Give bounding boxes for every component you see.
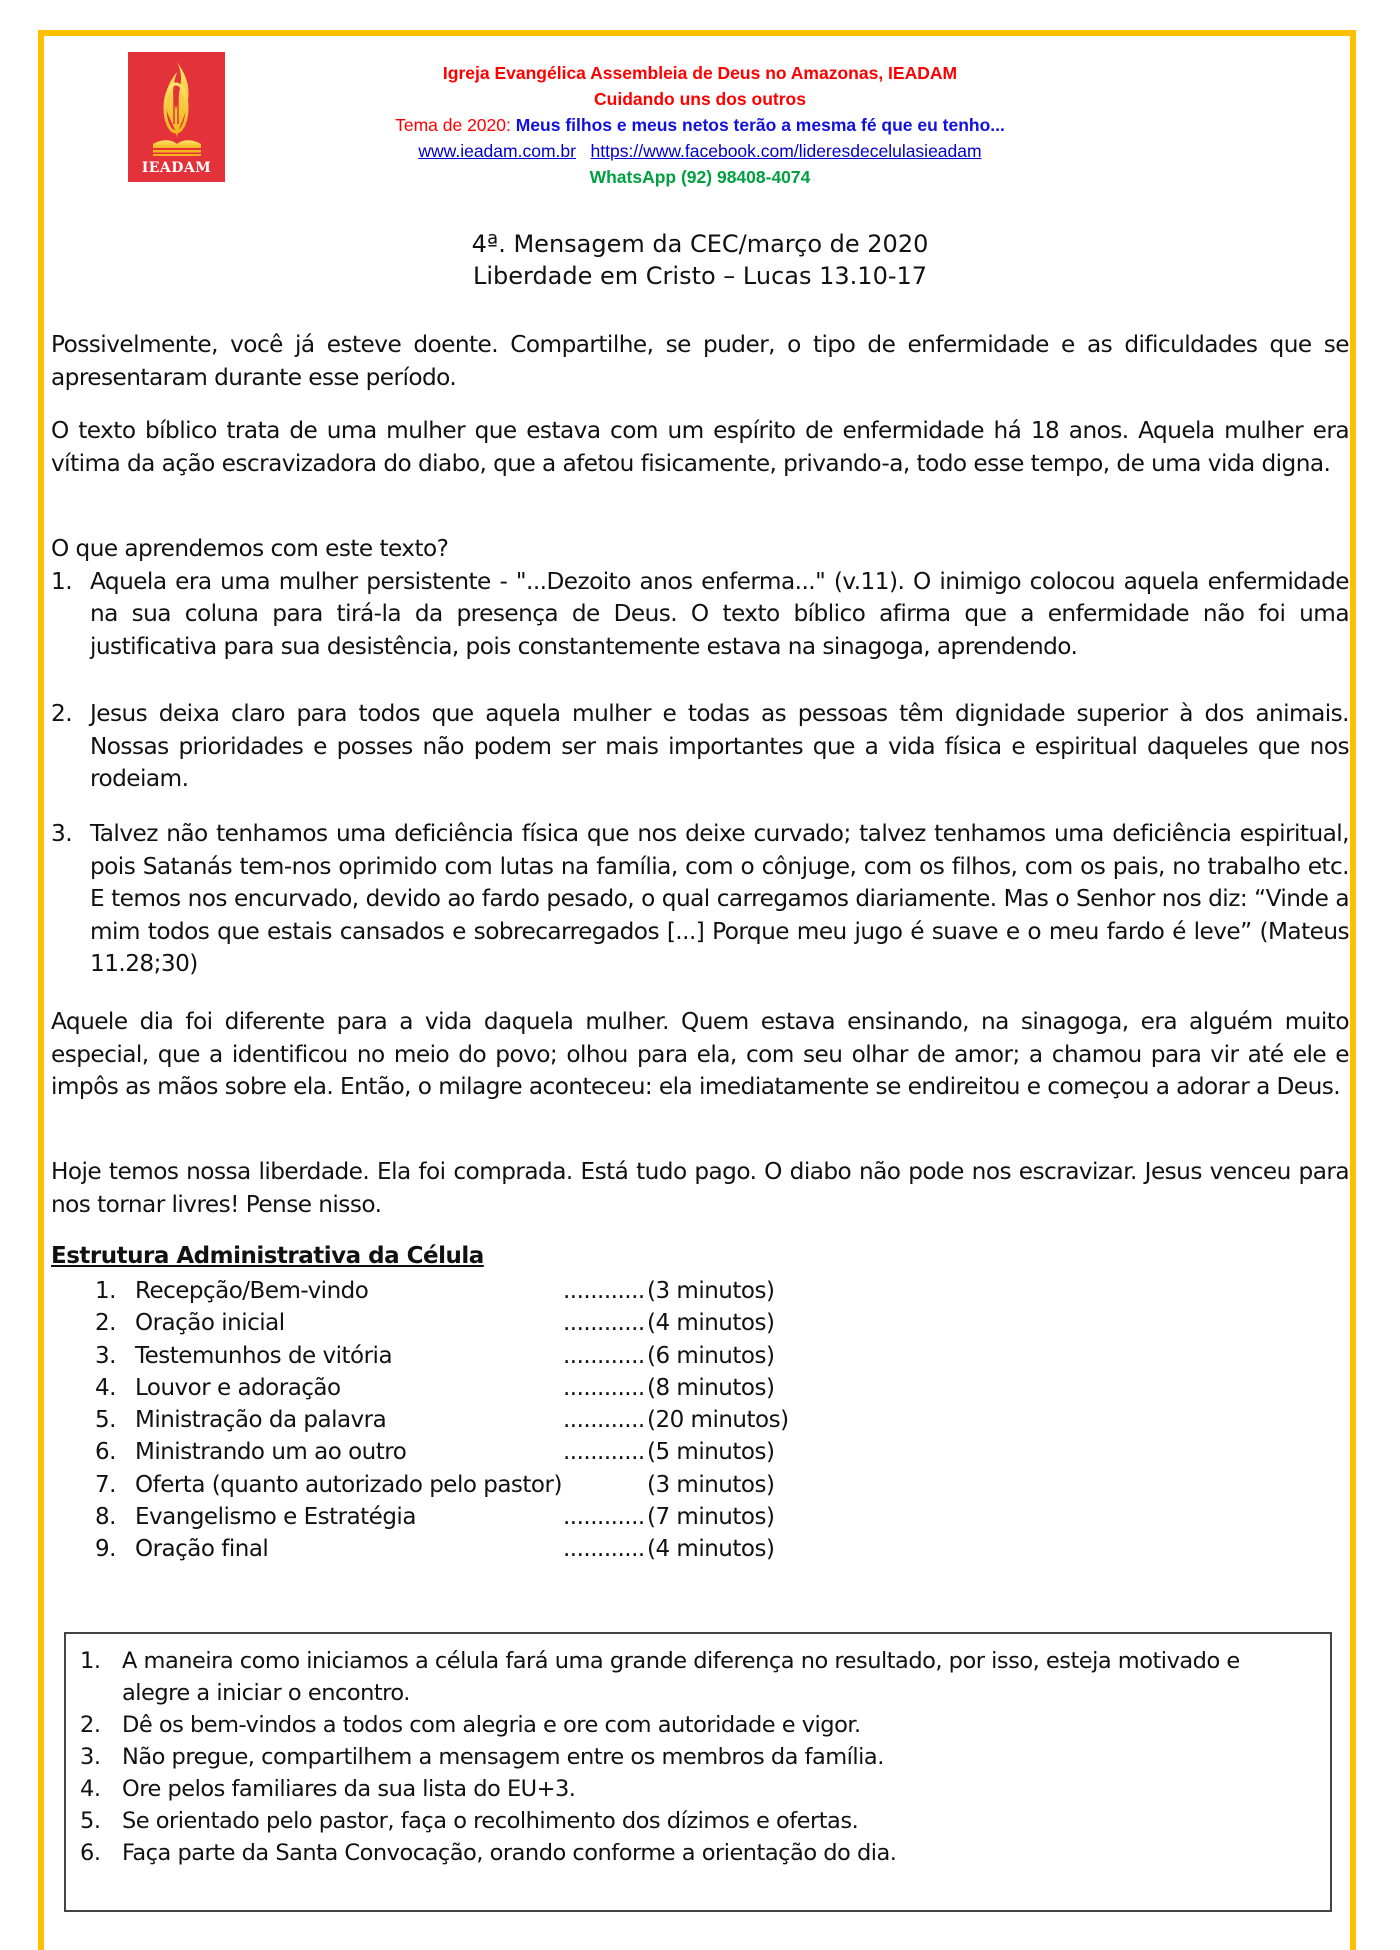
tip-text: Faça parte da Santa Convocação, orando conforme a orientação do dia.	[122, 1840, 897, 1866]
estrutura-item	[95, 1533, 855, 1565]
paragraph: Possivelmente, você já esteve doente. Compartilhe, se puder, o tipo de enfermidade e as dificuldades que se apresentaram durante esse período.	[51, 331, 1349, 391]
tip-number: 1.	[80, 1648, 101, 1674]
tip-item	[80, 1741, 1310, 1773]
lesson-2-block	[51, 698, 1349, 796]
item-dots: ............	[563, 1407, 645, 1434]
item-dots: ............	[563, 1536, 645, 1563]
lesson-text: Talvez não tenhamos uma deficiência física que nos deixe curvado; talvez tenhamos uma deficiência espiritual, pois Satanás tem-nos oprimido com lutas na família, com o cônjuge, com os filhos, com os pais, no trabalho etc. E temos nos encurvado, devido ao fardo pesado, o qual carregamos diariamente. Mas o Senhor nos diz: “Vinde a mim todos que estais cansados e sobrecarregados [...] Porque meu jugo é suave e o meu fardo é leve” (Mateus 11.28;30)	[90, 820, 1349, 977]
item-number: 5.	[95, 1407, 116, 1434]
paragraph: O texto bíblico trata de uma mulher que estava com um espírito de enfermidade há 18 anos. Aquela mulher era vítima da ação escravizadora do diabo, que a afetou fisicamente, privando-a, todo esse tempo, de uma vida digna.	[51, 417, 1349, 477]
church-name: Igreja Evangélica Assembleia de Deus no Amazonas, IEADAM	[442, 63, 958, 83]
estrutura-list	[95, 1275, 855, 1566]
item-dots	[563, 1469, 647, 1501]
estrutura-item	[95, 1501, 855, 1533]
lessons-section	[51, 533, 1349, 663]
final-paragraph	[51, 1156, 1349, 1221]
item-dots: ............	[563, 1504, 645, 1531]
theme-label: Tema de 2020:	[395, 115, 516, 135]
item-label: Oração inicial	[135, 1310, 285, 1337]
item-number: 3.	[95, 1342, 116, 1369]
item-label: Evangelismo e Estratégia	[135, 1504, 416, 1531]
ieadam-logo	[128, 52, 225, 182]
item-label: Ministrando um ao outro	[135, 1439, 407, 1466]
item-label: Ministração da palavra	[135, 1407, 387, 1434]
message-title-line1: 4ª. Mensagem da CEC/março de 2020	[471, 230, 929, 258]
tip-text: Não pregue, compartilhem a mensagem entre os membros da família.	[122, 1744, 884, 1770]
tip-item	[80, 1709, 1310, 1741]
item-duration: (3 minutos)	[647, 1278, 775, 1304]
estrutura-item	[95, 1275, 855, 1307]
item-duration: (7 minutos)	[647, 1504, 775, 1531]
tip-item	[80, 1837, 1310, 1869]
item-duration: (4 minutos)	[647, 1536, 775, 1563]
estrutura-item	[95, 1436, 855, 1468]
tip-item	[80, 1645, 1310, 1709]
item-number: 6.	[95, 1439, 116, 1466]
tip-number: 6.	[80, 1840, 101, 1866]
tip-item	[80, 1805, 1310, 1837]
item-label: Oração final	[135, 1536, 269, 1563]
item-number: 1.	[95, 1278, 116, 1304]
message-title	[300, 228, 1100, 292]
item-dots: ............	[563, 1374, 645, 1401]
item-duration: (6 minutos)	[647, 1342, 775, 1369]
lesson-item	[51, 566, 1349, 664]
item-dots: ............	[563, 1439, 645, 1466]
context-paragraph	[51, 415, 1349, 480]
item-number: 8.	[95, 1504, 116, 1531]
lessons-question: O que aprendemos com este texto?	[51, 535, 449, 562]
lesson-item	[51, 698, 1349, 796]
lesson-item	[51, 818, 1349, 981]
church-motto: Cuidando uns dos outros	[594, 89, 806, 109]
lesson-number: 3.	[51, 820, 73, 847]
tip-item	[80, 1773, 1310, 1805]
paragraph: Aquele dia foi diferente para a vida daquela mulher. Quem estava ensinando, na sinagoga, era alguém muito especial, que a identificou no meio do povo; olhou para ela, com seu olhar de amor; a chamou para vir até ele e impôs as mãos sobre ela. Então, o milagre aconteceu: ela imediatamente se endireitou e começou a adorar a Deus.	[51, 1008, 1349, 1100]
tip-number: 4.	[80, 1776, 101, 1802]
theme-line	[330, 112, 1070, 138]
item-duration: (8 minutos)	[647, 1374, 775, 1401]
lesson-3-block	[51, 818, 1349, 981]
flame-bible-icon	[147, 58, 207, 158]
lesson-number: 2.	[51, 700, 73, 727]
theme-text: Meus filhos e meus netos terão a mesma fé que eu tenho...	[515, 115, 1005, 135]
tip-text: Se orientado pelo pastor, faça o recolhimento dos dízimos e ofertas.	[122, 1808, 859, 1834]
item-dots: ............	[563, 1310, 645, 1337]
logo-text: IEADAM	[141, 160, 212, 176]
item-label: Testemunhos de vitória	[135, 1342, 393, 1369]
tip-number: 5.	[80, 1808, 101, 1834]
estrutura-item	[95, 1307, 855, 1339]
item-number: 9.	[95, 1536, 116, 1563]
tip-text: Dê os bem-vindos a todos com alegria e ore com autoridade e vigor.	[122, 1712, 861, 1738]
after-paragraph	[51, 1006, 1349, 1104]
lesson-text: Jesus deixa claro para todos que aquela mulher e todas as pessoas têm dignidade superior à dos animais. Nossas prioridades e posses não podem ser mais importantes que a vida física e espiritual daqueles que nos rodeiam.	[90, 700, 1349, 792]
tips-list	[80, 1645, 1310, 1869]
item-number: 2.	[95, 1310, 116, 1337]
estrutura-item	[95, 1372, 855, 1404]
tip-text: Ore pelos familiares da sua lista do EU+3.	[122, 1776, 576, 1802]
lesson-text: Aquela era uma mulher persistente - "...Dezoito anos enferma..." (v.11). O inimigo colocou aquela enfermidade na sua coluna para tirá-la da presença de Deus. O texto bíblico afirma que a enfermidade não foi uma justificativa para sua desistência, pois constantemente estava na sinagoga, aprendendo.	[90, 567, 1349, 660]
item-label: Louvor e adoração	[135, 1374, 341, 1401]
item-duration: (3 minutos)	[647, 1471, 775, 1498]
whatsapp-contact: WhatsApp (92) 98408-4074	[589, 167, 811, 187]
item-number: 4.	[95, 1374, 116, 1401]
tip-number: 2.	[80, 1712, 101, 1738]
paragraph: Hoje temos nossa liberdade. Ela foi comprada. Está tudo pago. O diabo não pode nos escravizar. Jesus venceu para nos tornar livres! Pense nisso.	[51, 1158, 1349, 1218]
item-label: Recepção/Bem-vindo	[135, 1278, 369, 1304]
estrutura-item	[95, 1469, 855, 1501]
item-dots: ............	[563, 1342, 645, 1369]
item-number: 7.	[95, 1471, 116, 1498]
estrutura-item	[95, 1340, 855, 1372]
website-link[interactable]: www.ieadam.com.br	[418, 141, 576, 161]
links-line	[330, 138, 1070, 164]
church-header	[330, 60, 1070, 190]
item-label: Oferta (quanto autorizado pelo pastor)	[135, 1471, 562, 1498]
intro-paragraph	[51, 329, 1349, 394]
estrutura-title: Estrutura Administrativa da Célula	[51, 1243, 484, 1269]
facebook-link[interactable]: https://www.facebook.com/lideresdecelulasieadam	[590, 141, 982, 161]
item-duration: (5 minutos)	[647, 1439, 775, 1466]
item-dots: ............	[563, 1278, 645, 1304]
message-title-line2: Liberdade em Cristo – Lucas 13.10-17	[472, 262, 928, 290]
item-duration: (20 minutos)	[647, 1407, 789, 1434]
tip-number: 3.	[80, 1744, 101, 1770]
tip-text: A maneira como iniciamos a célula fará uma grande diferença no resultado, por isso, esteja motivado e alegre a iniciar o encontro.	[122, 1648, 1240, 1706]
item-duration: (4 minutos)	[647, 1310, 775, 1337]
lesson-number: 1.	[51, 567, 73, 595]
estrutura-item	[95, 1404, 855, 1436]
